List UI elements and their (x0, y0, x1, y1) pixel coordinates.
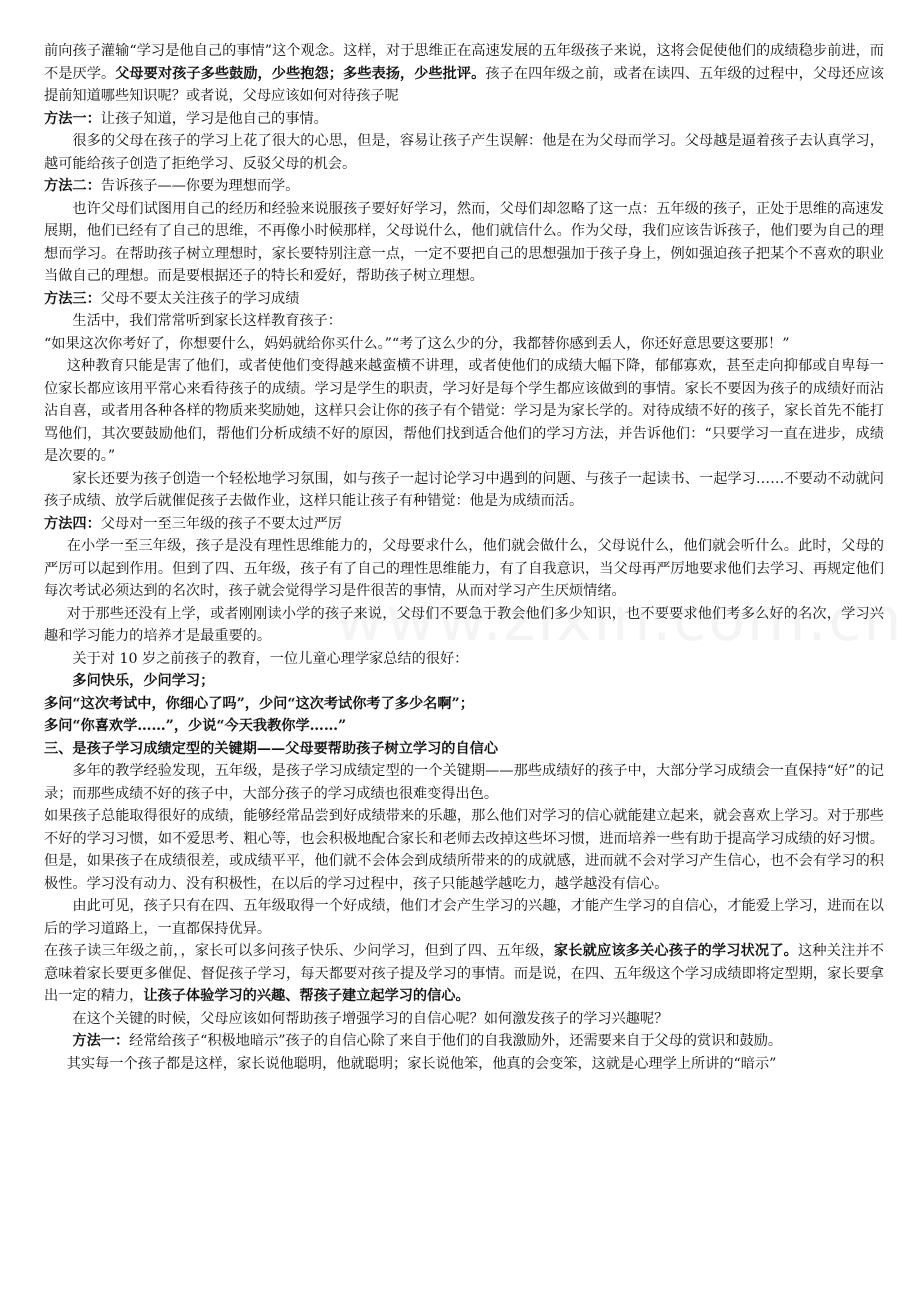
bold-text: 方法三： (44, 290, 101, 307)
text-run: 在小学一至三年级，孩子是没有理性思维能力的，父母要求什么，他们就会做什么，父母说什么，他们就会听什么。此时，父母的严厉可以起到作用。但到了四、五年级，孩子有了自己的理性思维能力，有了自我意识，当父母再严厉地要求他们去学习、再规定他们每次考试必须达到的名次时，孩子就会觉得学习是件很苦的事情，从而对学习产生厌烦情绪。 (44, 538, 884, 599)
paragraph (44, 805, 884, 895)
text-run: 多年的教学经验发现，五年级，是孩子学习成绩定型的一个关键期——那些成绩好的孩子中，大部分学习成绩会一直保持“好”的记录；而那些成绩不好的孩子中，大部分孩子的学习成绩也很难变得出色。 (44, 763, 884, 802)
text-run: 在孩子读三年级之前，，家长可以多问孩子快乐、少问学习，但到了四、五年级， (44, 943, 554, 959)
paragraph (44, 1008, 884, 1031)
text-run: 这种教育只能是害了他们，或者使他们变得越来越蛮横不讲理，或者使他们的成绩大幅下降，郁郁寡欢，甚至走向抑郁或自卑每一位家长都应该用平常心来看待孩子的成绩。学习是学生的职责，学习好是每个学生都应该做到的事情。家长不要因为孩子的成绩好而沾沾自喜，或者用各种各样的物质来奖励她，这样只会让你的孩子有个错觉：学习是为家长学的。对待成绩不好的孩子，家长首先不能打骂他们，其次要鼓励他们，帮他们分析成绩不好的原因，帮他们找到适合他们的学习方法，并告诉他们：“只要学习一直在进步，成绩是次要的。” (44, 358, 884, 464)
text-run: 父母对一至三年级的孩子不要太过严厉 (100, 515, 342, 532)
text-run: 这种关注并不意味着家长要更多催促、督促孩子学习，每天都要对孩子提及学习的事情。而是说，在四、五年级这个学习成绩即将定型期，家长要拿出一定的精力， (44, 943, 884, 1004)
paragraph (44, 715, 884, 738)
text-run: 其实每一个孩子都是这样，家长说他聪明，他就聪明；家长说他笨，他真的会变笨，这就是心理学上所讲的“暗示” (66, 1055, 777, 1072)
bold-text: 方法四： (44, 515, 101, 532)
paragraph (44, 738, 884, 761)
paragraph (44, 603, 884, 648)
text-run: 生活中，我们常常听到家长这样教育孩子： (72, 313, 342, 329)
bold-text: 多问“这次考试中，你细心了吗”，少问“这次考试你考了多少名啊”； (44, 695, 474, 712)
bold-text: 家长就应该多关心孩子的学习状况了。 (553, 943, 798, 959)
bold-text: 多问“你喜欢学……”，少说“今天我教你学……” (44, 718, 347, 734)
text-run: 关于对 10 岁之前孩子的教育，一位儿童心理学家总结的很好： (72, 650, 469, 667)
paragraph (44, 648, 884, 671)
bold-text: 多问快乐，少问学习； (72, 673, 215, 689)
paragraph (44, 535, 884, 603)
text-run: 孩子在四年级之前，或者在读四、五年级的过程中，父母还应该提前知道哪些知识呢？或者说，父母应该如何对待孩子呢 (44, 65, 884, 104)
paragraph (44, 175, 884, 198)
paragraph (44, 130, 884, 175)
paragraph (44, 1053, 884, 1076)
text-run: 告诉孩子——你要为理想而学。 (100, 178, 300, 194)
paragraph (44, 310, 884, 333)
bold-text: 让孩子体验学习的兴趣、帮孩子建立起学习的信心。 (143, 988, 470, 1004)
bold-text: 三、是孩子学习成绩定型的关键期——父母要帮助孩子树立学习的自信心 (44, 740, 499, 757)
text-run: 经常给孩子“积极地暗示”孩子的自信心除了来自于他们的自我激励外，还需要来自于父母的赏识和鼓励。 (129, 1033, 783, 1049)
paragraph (44, 288, 884, 311)
bold-text: 父母要对孩子多些鼓励，少些抱怨；多些表扬，少些批评。 (115, 65, 486, 82)
paragraph (44, 40, 884, 108)
article-body (44, 40, 884, 1075)
text-run: 让孩子知道，学习是他自己的事情。 (100, 110, 328, 127)
bold-text: 方法一： (44, 110, 101, 127)
text-run: 家长还要为孩子创造一个轻松地学习氛围，如与孩子一起讨论学习中遇到的问题、与孩子一起读书、一起学习……不要动不动就问孩子成绩、放学后就催促孩子去做作业，这样只能让孩子有种错觉：他是为成绩而活。 (44, 470, 884, 509)
paragraph (44, 468, 884, 513)
text-run: 很多的父母在孩子的学习上花了很大的心思，但是，容易让孩子产生误解：他是在为父母而学习。父母越是逼着孩子去认真学习，越可能给孩子创造了拒绝学习、反驳父母的机会。 (44, 133, 884, 172)
paragraph (44, 333, 884, 356)
text-run: 如果孩子总能取得很好的成绩，能够经常品尝到好成绩带来的乐趣，那么他们对学习的信心就能建立起来，就会喜欢上学习。对于那些不好的学习习惯，如不爱思考、粗心等，也会积极地配合家长和老师去改掉这些坏习惯，进而培养一些有助于提高学习成绩的好习惯。但是，如果孩子在成绩很差，或成绩平平，他们就不会体会到成绩所带来的的成就感，进而就不会对学习产生信心，也不会有学习的积极性。学习没有动力、没有积极性，在以后的学习过程中，孩子只能越学越吃力，越学越没有信心。 (44, 808, 884, 892)
text-run: “如果这次你考好了，你想要什么，妈妈就给你买什么。”“考了这么少的分，我都替你感到丢人，你还好意思要这要那！” (44, 335, 790, 352)
paragraph (44, 693, 884, 716)
bold-text: 方法二： (44, 178, 101, 194)
paragraph (44, 895, 884, 940)
text-run: 父母不要太关注孩子的学习成绩 (100, 290, 300, 307)
paragraph (44, 198, 884, 288)
paragraph (44, 760, 884, 805)
paragraph (44, 355, 884, 468)
text-run: 对于那些还没有上学，或者刚刚读小学的孩子来说，父母们不要急于教会他们多少知识，也不要要求他们考多么好的名次，学习兴趣和学习能力的培养才是最重要的。 (44, 605, 884, 644)
bold-text: 方法一： (72, 1033, 130, 1049)
text-run: 也许父母们试图用自己的经历和经验来说服孩子要好好学习，然而，父母们却忽略了这一点：五年级的孩子，正处于思维的高速发展期，他们已经有了自己的思维，不再像小时候那样，父母说什么，他们就信什么。作为父母，我们应该告诉孩子，他们要为自己的理想而学习。在帮助孩子树立理想时，家长要特别注意一点，一定不要把自己的思想强加于孩子身上，例如强迫孩子把某个不喜欢的职业当做自己的理想。而是要根据还子的特长和爱好，帮助孩子树立理想。 (44, 200, 884, 284)
paragraph (44, 1030, 884, 1053)
text-run: 前向孩子灌输“学习是他自己的事情”这个观念。这样，对于思维正在高速发展的五年级孩子来说，这将会促使他们的成绩稳步前进，而不是厌学。 (44, 43, 884, 82)
text-run: 由此可见，孩子只有在四、五年级取得一个好成绩，他们才会产生学习的兴趣，才能产生学习的自信心，才能爱上学习，进而在以后的学习道路上，一直都保持优异。 (44, 898, 884, 937)
paragraph (44, 513, 884, 536)
text-run: 在这个关键的时候，父母应该如何帮助孩子增强学习的自信心呢？如何激发孩子的学习兴趣呢？ (72, 1010, 669, 1027)
paragraph (44, 940, 884, 1008)
paragraph (44, 670, 884, 693)
paragraph (44, 108, 884, 131)
